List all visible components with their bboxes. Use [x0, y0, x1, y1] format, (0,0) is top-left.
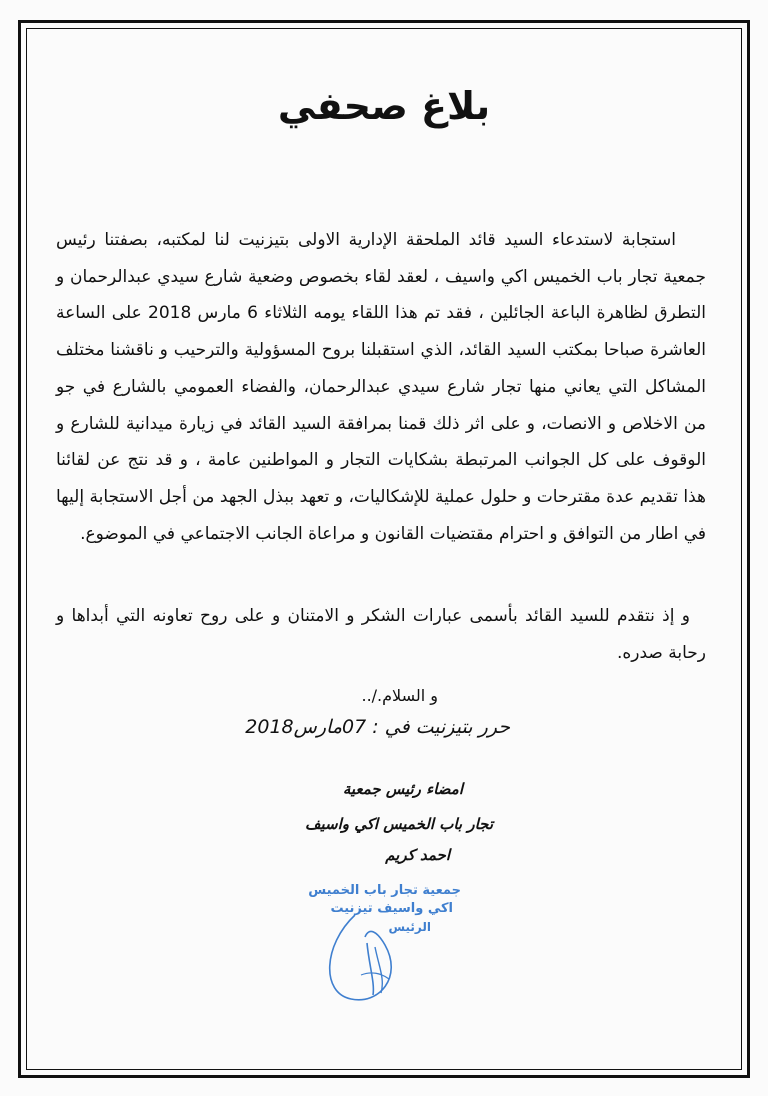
stamp-line-role: الرئيس: [388, 920, 431, 934]
document-title: بلاغ صحفي: [277, 84, 491, 128]
closing-greeting: و السلام./..: [361, 686, 438, 705]
body-paragraph-2: و إذ نتقدم للسيد القائد بأسمى عبارات الشكر و الامتنان و على روح تعاونه التي أبداها و رحابة صدره.: [56, 606, 706, 663]
signature-line-association: تجار باب الخميس اكي واسيف: [304, 815, 493, 833]
date-line: حرر بتيزنيت في : 07مارس2018: [245, 716, 510, 738]
signature-line-name: احمد كريم: [385, 846, 450, 864]
signature-line-title: امضاء رئيس جمعية: [342, 780, 463, 798]
body-paragraph-1: استجابة لاستدعاء السيد قائد الملحقة الإدارية الاولى بتيزنيت لنا لمكتبه، بصفتنا رئيس جمعية تجار باب الخميس اكي واسيف ، لعقد لقاء بخصوص وضعية شارع سيدي عبدالرحمان و التطرق لظاهرة الباعة الجائلين ، فقد تم هذا اللقاء يومه الثلاثاء 6 مارس 2018 على الساعة العاشرة صباحا بمكتب السيد القائد، الذي استقبلنا بروح المسؤولية والترحيب و ناقشنا مختلف المشاكل التي يعاني منها تجار شارع سيدي عبدالرحمان، والفضاء العمومي بالشارع في جو من الاخلاص و الانصات، و على اثر ذلك قمنا بمرافقة السيد القائد في زيارة ميدانية للشارع و الوقوف على كل الجوانب المرتبطة بشكايات التجار و المواطنين عامة ، و قد نتج عن لقائنا هذا تقديم عدة مقترحات و حلول عملية للإشكاليات، و تعهد ببذل الجهد من أجل الاستجابة إليها في اطار من التوافق و احترام مقتضيات القانون و مراعاة الجانب الاجتماعي في الموضوع.: [56, 230, 706, 544]
stamp-line-city: اكي واسيف تيزنيت: [330, 901, 453, 916]
handwritten-signature-icon: [315, 875, 465, 1005]
stamp-line-association: جمعية تجار باب الخميس: [308, 883, 461, 898]
official-stamp: [308, 875, 465, 1005]
